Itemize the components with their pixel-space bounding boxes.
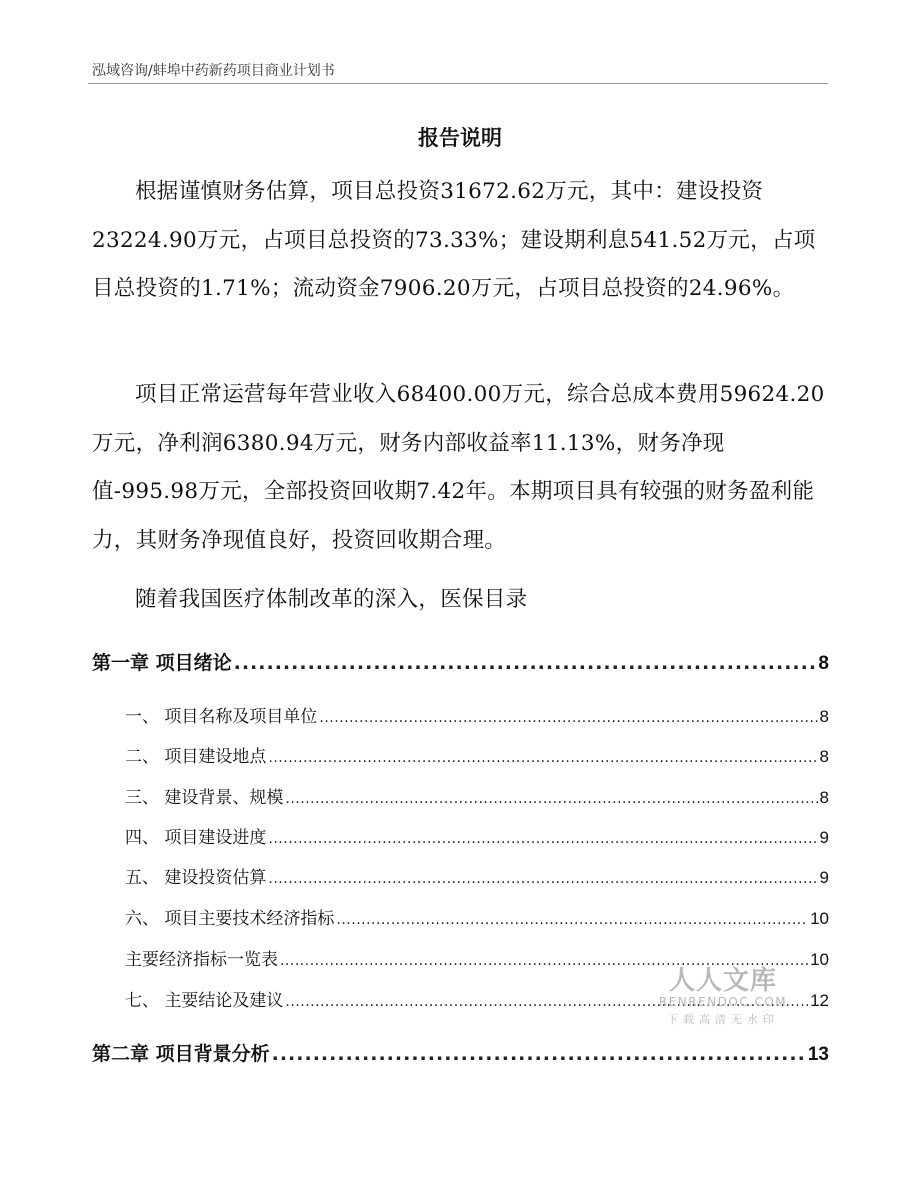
toc-entry-section[interactable]: [125, 742, 829, 767]
paragraph-operations-text: 项目正常运营每年营业收入68400.00万元，综合总成本费用59624.20万元，净利润6380.94万元，财务内部收益率11.13%，财务净现值-995.98万元，全部投资回收期7.42年。本期项目具有较强的财务盈利能力，其财务净现值良好，投资回收期合理。: [92, 382, 825, 553]
toc-leader: [319, 710, 817, 726]
toc-entry-chapter-2[interactable]: [92, 1039, 829, 1066]
watermark: [648, 960, 798, 1027]
toc-page-number: 10: [810, 909, 829, 928]
toc-page-number: 8: [819, 747, 829, 766]
toc-leader: [268, 831, 817, 847]
watermark-logo: 人人文库: [668, 966, 777, 996]
toc-leader: [336, 912, 808, 928]
toc-entry-title: 第一章 项目绪论: [92, 652, 232, 674]
paragraph-investment: [92, 168, 828, 314]
watermark-subtitle: 下载高清无水印: [667, 1013, 779, 1026]
page-header: 泓域咨询/蚌埠中药新药项目商业计划书: [92, 63, 335, 79]
toc-leader: [272, 1043, 806, 1065]
toc-page-number: 9: [819, 868, 829, 887]
toc-page-number: 8: [819, 707, 829, 726]
toc-page-number: 8: [819, 788, 829, 807]
paragraph-background-text: 随着我国医疗体制改革的深入，医保目录: [135, 587, 528, 612]
toc-page-number: 13: [807, 1044, 829, 1065]
toc-entry-title: 二、 项目建设地点: [125, 747, 267, 767]
toc-entry-title: 主要经济指标一览表: [125, 950, 278, 970]
toc-entry-title: 第二章 项目背景分析: [92, 1043, 270, 1065]
toc-entry-section[interactable]: [125, 702, 829, 727]
toc-entry-chapter-1[interactable]: [92, 648, 829, 675]
paragraph-background: [92, 576, 828, 625]
toc-page-number: 12: [810, 991, 829, 1010]
toc-leader: [268, 871, 817, 887]
toc-entry-section[interactable]: [125, 863, 829, 888]
report-title: 报告说明: [418, 126, 502, 150]
paragraph-operations: [92, 371, 828, 565]
toc-leader: [268, 750, 817, 766]
header-divider: [88, 83, 828, 84]
toc-entry-section[interactable]: [125, 783, 829, 808]
toc-entry-title: 五、 建设投资估算: [125, 868, 267, 888]
paragraph-investment-text: 根据谨慎财务估算，项目总投资31672.62万元，其中：建设投资23224.90万元，占项目总投资的73.33%；建设期利息541.52万元，占项目总投资的1.71%；流动资金7906.20万元，占项目总投资的24.96%。: [92, 179, 816, 301]
toc-entry-section[interactable]: [125, 823, 829, 848]
toc-page-number: 9: [819, 828, 829, 847]
toc-entry-title: 三、 建设背景、规模: [125, 788, 284, 808]
toc-entry-title: 一、 项目名称及项目单位: [125, 707, 318, 727]
toc-entry-title: 七、 主要结论及建议: [125, 991, 284, 1011]
toc-page-number: 8: [818, 653, 829, 674]
toc-leader: [285, 791, 817, 807]
toc-page-number: 10: [810, 950, 829, 969]
toc-entry-title: 六、 项目主要技术经济指标: [125, 909, 335, 929]
toc-entry-section[interactable]: [125, 904, 829, 929]
watermark-domain: RENRENDOC.COM: [658, 995, 788, 1009]
toc-entry-title: 四、 项目建设进度: [125, 828, 267, 848]
toc-leader: [234, 652, 817, 674]
